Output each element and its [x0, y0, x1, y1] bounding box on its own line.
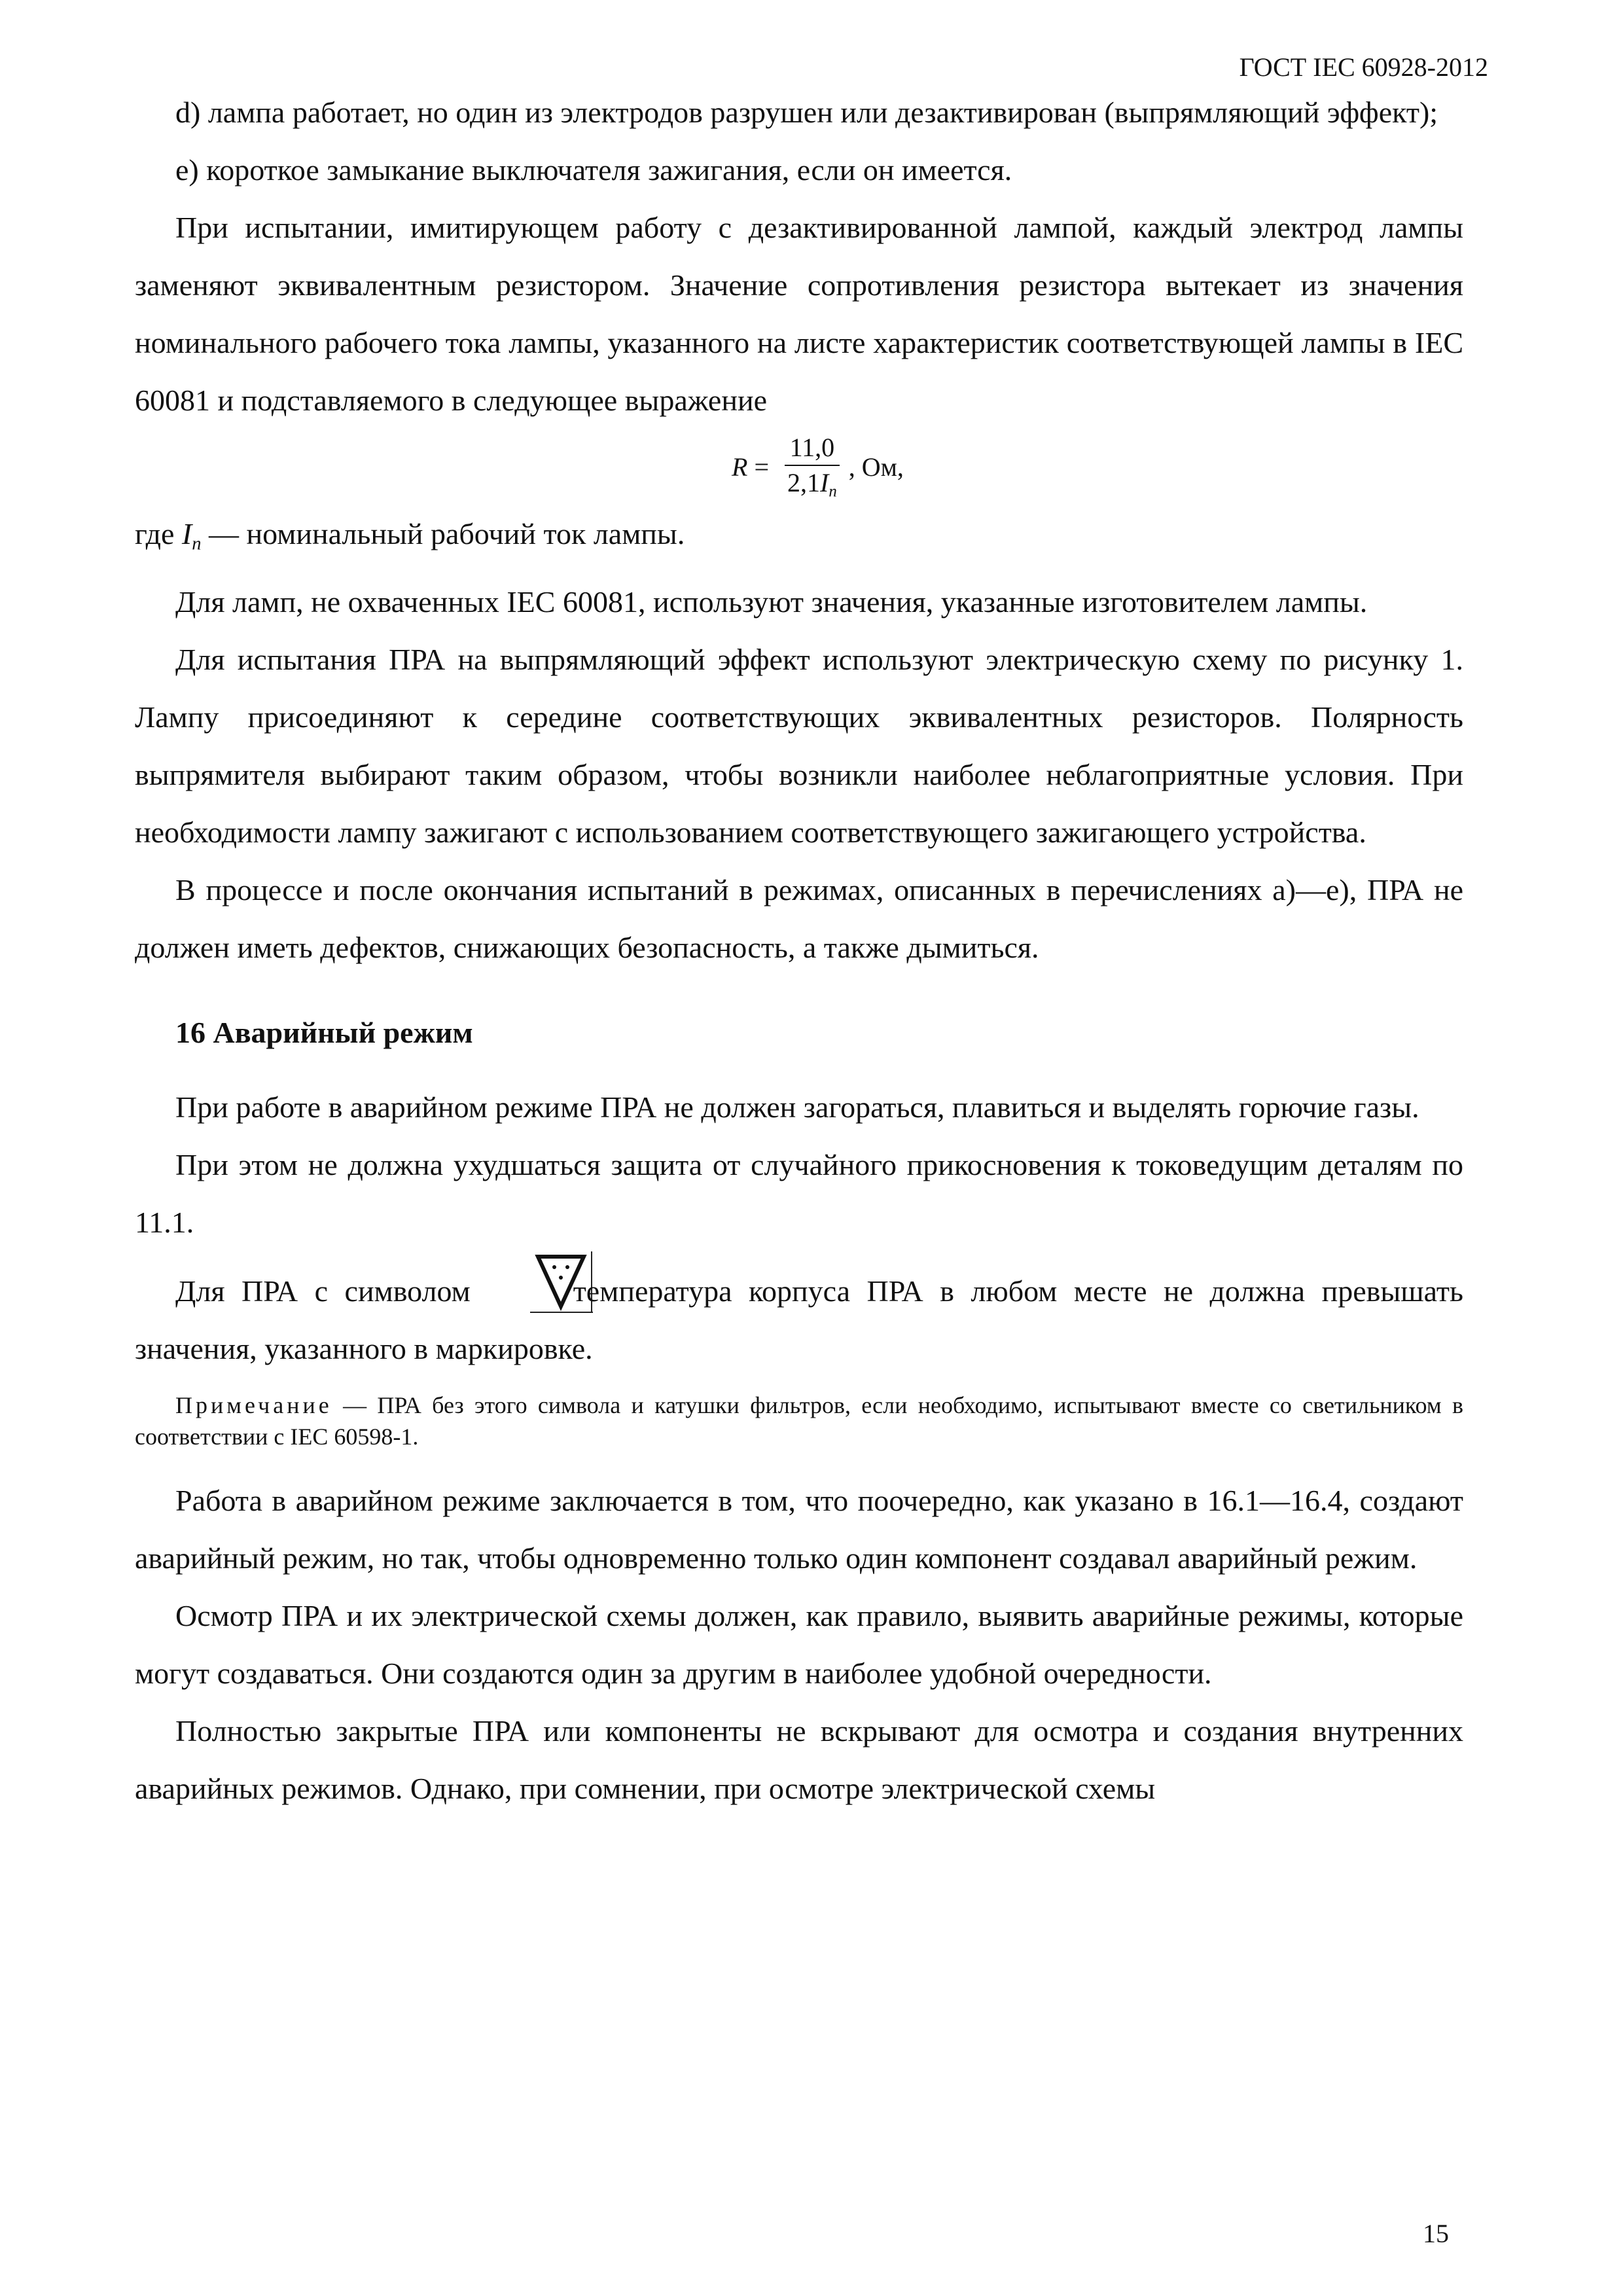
- note-label: Примечание: [175, 1391, 332, 1418]
- note: [135, 1390, 1463, 1452]
- paragraph-resistor: При испытании, имитирующем работу с дезактивированной лампой, каждый электрод лампы заменяют эквивалентным резистором. Значение сопротивления резистора вытекает из значения номинального рабочего тока лампы, указанного на листе характеристик соответствующей лампы в IEC 60081 и подставляемого в следующее выражение: [135, 211, 1463, 417]
- formula-denominator-sub: n: [829, 482, 837, 501]
- symbol-text-after: температура корпуса ПРА в любом месте не должна превышать значения, указанного в маркировке.: [135, 1274, 1463, 1365]
- formula-lhs: R: [732, 452, 748, 482]
- symbol-text-before: Для ПРА с символом: [175, 1274, 488, 1308]
- section-title: 16 Аварийный режим: [175, 1015, 473, 1049]
- paragraph-defects: В процессе и после окончания испытаний в режимах, описанных в перечислениях а)—е), ПРА не должен иметь дефектов, снижающих безопасность, а также дымиться.: [135, 872, 1463, 964]
- formula-numerator: 11,0: [785, 435, 840, 466]
- section-paragraph-6: Полностью закрытые ПРА или компоненты не вскрывают для осмотра и создания внутренних аварийных режимов. Однако, при сомнении, при осмотре электрической схемы: [135, 1713, 1463, 1805]
- list-item-e: е) короткое замыкание выключателя зажигания, если он имеется.: [175, 153, 1012, 187]
- formula-fraction: [782, 432, 842, 501]
- resistance-formula: [135, 431, 1463, 504]
- section-paragraph-symbol: [135, 1251, 1463, 1378]
- section-paragraph-1: При работе в аварийном режиме ПРА не должен загораться, плавиться и выделять горючие газы.: [175, 1090, 1419, 1124]
- where-sub: n: [192, 533, 202, 554]
- temperature-symbol-icon: [490, 1251, 552, 1313]
- formula-where: [135, 505, 1463, 573]
- where-text: — номинальный рабочий ток лампы.: [201, 517, 685, 550]
- formula-denominator: [782, 466, 842, 500]
- standard-code: ГОСТ IEC 60928-2012: [1239, 52, 1488, 82]
- section-paragraph-5: Осмотр ПРА и их электрической схемы должен, как правило, выявить аварийные режимы, которые могут создаваться. Они создаются один за другим в наиболее удобной очередности.: [135, 1598, 1463, 1690]
- page-number: 15: [1423, 2219, 1449, 2248]
- where-var: I: [181, 517, 192, 550]
- formula-equals: =: [747, 452, 776, 482]
- section-paragraph-4: Работа в аварийном режиме заключается в том, что поочередно, как указано в 16.1—16.4, создают аварийный режим, но так, чтобы одновременно только один компонент создавал аварийный режим.: [135, 1483, 1463, 1575]
- note-text: — ПРА без этого символа и катушки фильтров, если необходимо, испытывают вместе со светильником в соответствии с IEC 60598-1.: [135, 1391, 1463, 1450]
- where-prefix: где: [135, 517, 182, 550]
- page-body: [135, 84, 1463, 1818]
- formula-denominator-coef: 2,1: [787, 467, 820, 497]
- section-paragraph-2: При этом не должна ухудшаться защита от случайного прикосновения к токоведущим деталям по 11.1.: [135, 1147, 1463, 1239]
- list-item-d: d) лампа работает, но один из электродов разрушен или дезактивирован (выпрямляющий эффект);: [175, 96, 1438, 129]
- formula-denominator-var: I: [820, 467, 829, 497]
- paragraph-other-lamps: Для ламп, не охваченных IEC 60081, используют значения, указанные изготовителем лампы.: [175, 584, 1368, 619]
- paragraph-rectifying-test: Для испытания ПРА на выпрямляющий эффект используют электрическую схему по рисунку 1. Лампу присоединяют к середине соответствующих эквивалентных резисторов. Полярность выпрямителя выбирают таким образом, чтобы возникли наиболее неблагоприятные условия. При необходимости лампу зажигают с использованием соответствующего зажигающего устройства.: [135, 642, 1463, 849]
- formula-unit: , Ом,: [848, 452, 904, 482]
